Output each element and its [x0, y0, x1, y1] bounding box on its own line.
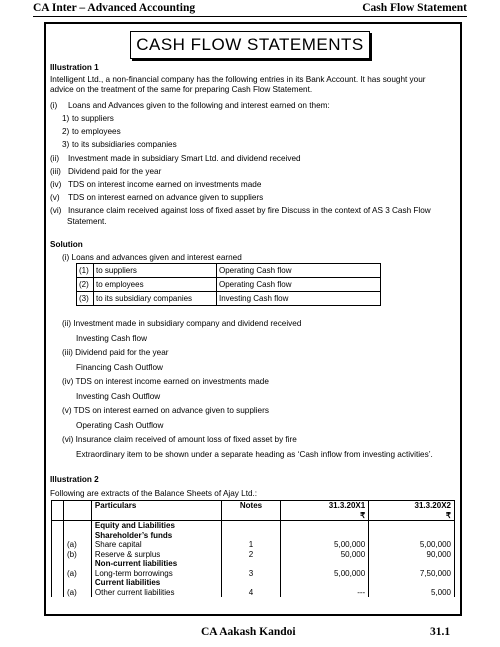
item-number: (i)	[50, 101, 58, 110]
row-note: 1	[221, 540, 281, 550]
header-left: CA Inter – Advanced Accounting	[33, 2, 196, 14]
row-margin	[52, 578, 64, 588]
balance-sheet-header	[52, 501, 455, 521]
solution-table-row	[77, 264, 381, 278]
row-note: 4	[221, 588, 281, 598]
row-value-1: 5,00,000	[281, 540, 369, 550]
illustration-1-item	[50, 154, 301, 164]
balance-sheet-row	[52, 550, 455, 560]
solution-line: Investing Cash Outflow	[76, 392, 161, 401]
item-number: (iv)	[50, 180, 62, 189]
row-note	[221, 559, 281, 569]
solution-table-row	[77, 292, 381, 306]
solution-line: Financing Cash Outflow	[76, 363, 163, 372]
row-letter: (b)	[63, 550, 91, 560]
row-value-1	[281, 531, 369, 541]
col-notes: Notes	[221, 501, 281, 521]
row-note	[221, 521, 281, 531]
row-value-2: 7,50,000	[369, 569, 455, 579]
row-particular: Current liabilities	[91, 578, 221, 588]
row-item: to its subsidiary companies	[94, 292, 217, 306]
solution-line: (iii) Dividend paid for the year	[62, 348, 169, 357]
row-number: (2)	[77, 278, 94, 292]
row-letter	[63, 521, 91, 531]
illustration-1-item	[50, 206, 431, 216]
solution-line: (ii) Investment made in subsidiary company and dividend received	[62, 319, 302, 328]
col-year-1: 31.3.20X1	[328, 501, 366, 510]
item-number: 3)	[62, 140, 70, 149]
illustration-1-intro: Intelligent Ltd., a non-financial company has the following entries in its Bank Account. It has sought your advice on the treatment of the same for preparing Cash Flow Statement.	[50, 75, 426, 94]
row-particular: Other current liabilities	[91, 588, 221, 598]
item-text: Statement.	[67, 217, 107, 226]
row-value-2	[369, 559, 455, 569]
item-text: to employees	[72, 127, 121, 136]
item-number: 2)	[62, 127, 70, 136]
row-value-1: 50,000	[281, 550, 369, 560]
illustration-1-item	[50, 193, 263, 203]
illustration-1-item	[62, 127, 121, 137]
row-margin	[52, 531, 64, 541]
row-number: (1)	[77, 264, 94, 278]
row-value-1: ---	[281, 588, 369, 598]
item-text: Dividend paid for the year	[68, 167, 162, 176]
illustration-1-item	[50, 167, 161, 177]
row-value-1: 5,00,000	[281, 569, 369, 579]
balance-sheet-row	[52, 521, 455, 531]
item-text: Investment made in subsidiary Smart Ltd. and dividend received	[68, 154, 301, 163]
item-number: (v)	[50, 193, 60, 202]
item-number: (iii)	[50, 167, 61, 176]
row-value-2	[369, 521, 455, 531]
row-note: 3	[221, 569, 281, 579]
solution-table-row	[77, 278, 381, 292]
solution-line-i: (i) Loans and advances given and interest earned	[62, 253, 242, 262]
row-item: to suppliers	[94, 264, 217, 278]
row-note: 2	[221, 550, 281, 560]
row-particular: Shareholder’s funds	[91, 531, 221, 541]
illustration-2-intro: Following are extracts of the Balance Sheets of Ajay Ltd.:	[50, 489, 258, 498]
solution-title: Solution	[50, 240, 83, 249]
illustration-1-item	[62, 140, 177, 150]
row-value-2	[369, 531, 455, 541]
item-text: TDS on interest income earned on investments made	[68, 180, 262, 189]
row-number: (3)	[77, 292, 94, 306]
balance-sheet-row	[52, 569, 455, 579]
row-value-2	[369, 578, 455, 588]
solution-table	[76, 263, 381, 306]
item-number: (vi)	[50, 206, 62, 215]
currency-2: ₹	[445, 510, 451, 520]
row-margin	[52, 540, 64, 550]
balance-sheet-table	[51, 500, 455, 597]
row-note	[221, 578, 281, 588]
row-classification: Operating Cash flow	[217, 264, 381, 278]
currency-1: ₹	[360, 510, 366, 520]
balance-sheet-row	[52, 559, 455, 569]
row-particular: Share capital	[91, 540, 221, 550]
illustration-1-item	[67, 217, 107, 227]
balance-sheet-row	[52, 578, 455, 588]
solution-line: Investing Cash flow	[76, 334, 147, 343]
balance-sheet-row	[52, 540, 455, 550]
chapter-banner: CASH FLOW STATEMENTS	[130, 31, 370, 59]
item-text: Loans and Advances given to the following and interest earned on them:	[68, 101, 330, 110]
row-value-1	[281, 521, 369, 531]
header-right: Cash Flow Statement	[362, 2, 467, 14]
solution-line: (v) TDS on interest earned on advance given to suppliers	[62, 406, 269, 415]
row-margin	[52, 588, 64, 598]
footer-author: CA Aakash Kandoi	[201, 626, 296, 638]
row-value-1	[281, 559, 369, 569]
row-value-2: 90,000	[369, 550, 455, 560]
solution-line: (iv) TDS on interest income earned on investments made	[62, 377, 269, 386]
item-number: 1)	[62, 114, 70, 123]
illustration-1-item	[50, 180, 261, 190]
row-letter: (a)	[63, 540, 91, 550]
item-text: to its subsidiaries companies	[72, 140, 177, 149]
illustration-1-item	[50, 101, 330, 111]
row-letter	[63, 578, 91, 588]
solution-line: Extraordinary item to be shown under a separate heading as ‘Cash inflow from investing activities’.	[76, 450, 433, 459]
row-note	[221, 531, 281, 541]
row-margin	[52, 521, 64, 531]
row-value-1	[281, 578, 369, 588]
item-text: TDS on interest earned on advance given to suppliers	[68, 193, 264, 202]
col-particulars: Particulars	[91, 501, 221, 521]
row-particular: Long-term borrowings	[91, 569, 221, 579]
row-letter	[63, 559, 91, 569]
page-header	[33, 2, 467, 16]
row-item: to employees	[94, 278, 217, 292]
balance-sheet-row	[52, 531, 455, 541]
row-margin	[52, 569, 64, 579]
row-particular: Equity and Liabilities	[91, 521, 221, 531]
row-margin	[52, 550, 64, 560]
row-value-2: 5,000	[369, 588, 455, 598]
item-number: (ii)	[50, 154, 60, 163]
item-text: to suppliers	[72, 114, 114, 123]
balance-sheet-row	[52, 588, 455, 598]
col-year-2: 31.3.20X2	[414, 501, 451, 510]
illustration-1-item	[62, 114, 114, 124]
row-letter: (a)	[63, 569, 91, 579]
row-margin	[52, 559, 64, 569]
row-classification: Investing Cash flow	[217, 292, 381, 306]
solution-line: Operating Cash Outflow	[76, 421, 164, 430]
item-text: Insurance claim received against loss of fixed asset by fire Discuss in the context of AS 3 Cash Flow	[68, 206, 431, 215]
row-particular: Reserve & surplus	[91, 550, 221, 560]
row-particular: Non-current liabilities	[91, 559, 221, 569]
row-letter: (a)	[63, 588, 91, 598]
illustration-1-title: Illustration 1	[50, 63, 99, 72]
row-classification: Operating Cash flow	[217, 278, 381, 292]
row-letter	[63, 531, 91, 541]
header-rule	[33, 16, 467, 17]
illustration-2-title: Illustration 2	[50, 475, 99, 484]
page-number: 31.1	[430, 626, 451, 638]
row-value-2: 5,00,000	[369, 540, 455, 550]
solution-line: (vi) Insurance claim received of amount loss of fixed asset by fire	[62, 435, 297, 444]
